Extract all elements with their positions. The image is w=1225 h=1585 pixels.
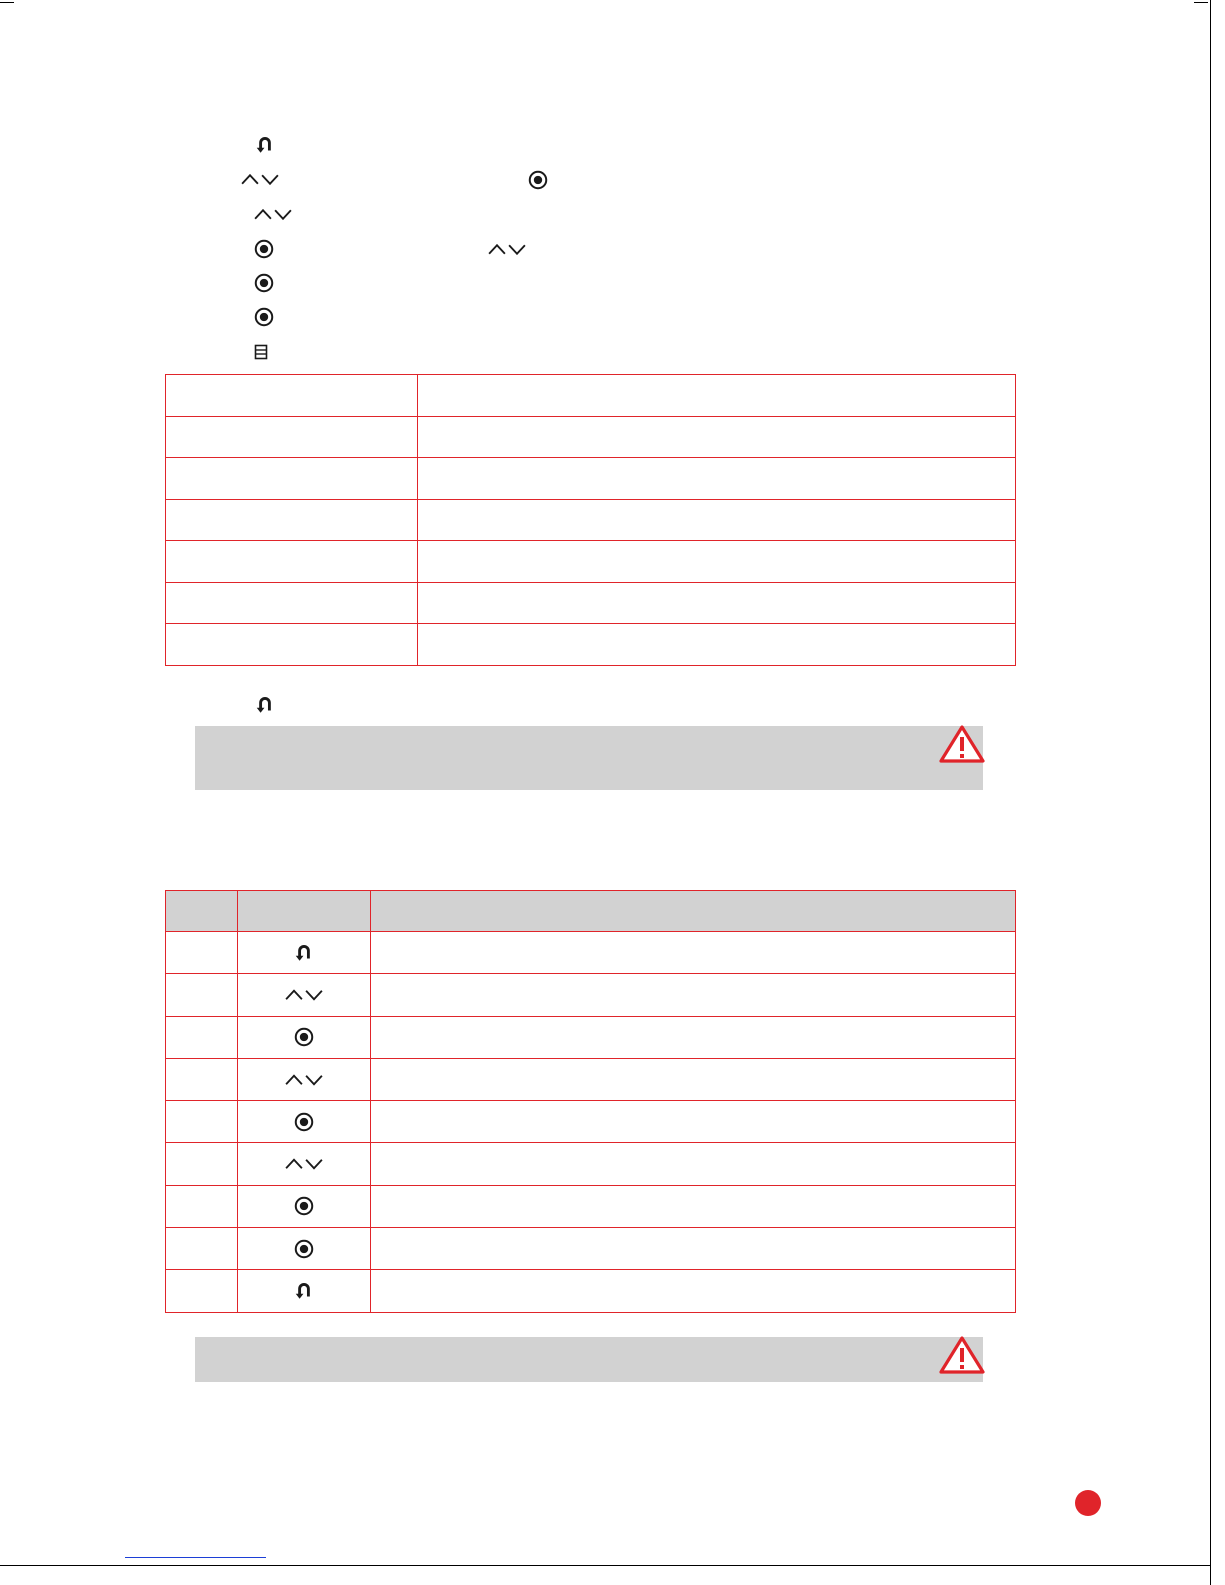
header-description-cell [371,891,1016,932]
description-cell [371,1143,1016,1185]
up-down-icon [284,1071,324,1088]
description-cell [371,932,1016,974]
warning-note [195,1337,983,1382]
step1-back-icon [254,134,276,156]
setting-name-cell [166,499,418,541]
key-cell [238,1143,371,1185]
description-cell [371,1058,1016,1100]
key-cell [238,974,371,1016]
settings-table-row [166,416,1016,458]
procedure-table-row [166,1228,1016,1270]
step7-menu-icon [254,344,268,360]
step-cell [166,1228,238,1270]
crop-mark-top-left [0,2,14,3]
settings-table [165,374,1016,666]
after-table-back-icon [254,694,276,716]
footer-rule [0,1565,1210,1566]
up-down-icon [284,986,324,1003]
settings-table-row [166,499,1016,541]
setting-name-cell [166,541,418,583]
setting-value-cell [418,582,1016,624]
header-step-cell [166,891,238,932]
procedure-table-row [166,974,1016,1016]
step6-ok-icon [253,306,275,328]
step-cell [166,1016,238,1058]
procedure-table [165,890,1016,1313]
description-cell [371,974,1016,1016]
step2-up-down-icon [240,171,280,188]
key-cell [238,1270,371,1312]
description-cell [371,1101,1016,1143]
procedure-table-row [166,932,1016,974]
procedure-table-row [166,1185,1016,1227]
setting-name-cell [166,375,418,417]
header-key-cell [238,891,371,932]
description-cell [371,1270,1016,1312]
back-icon [293,942,315,964]
setting-value-cell [418,541,1016,583]
setting-value-cell [418,375,1016,417]
setting-value-cell [418,624,1016,666]
key-cell [238,1058,371,1100]
key-cell [238,1101,371,1143]
setting-name-cell [166,582,418,624]
warning-note [195,726,983,790]
settings-table-row [166,541,1016,583]
step-cell [166,1058,238,1100]
step5-ok-icon [253,272,275,294]
description-cell [371,1185,1016,1227]
ok-icon [293,1026,315,1048]
step-cell [166,1270,238,1312]
procedure-table-row [166,1101,1016,1143]
key-cell [238,1228,371,1270]
key-cell [238,932,371,974]
step-cell [166,1101,238,1143]
setting-name-cell [166,458,418,500]
crop-mark-right-vertical [1210,0,1211,1585]
setting-value-cell [418,499,1016,541]
settings-table-row [166,624,1016,666]
footer-link-underline[interactable] [125,1557,266,1558]
description-cell [371,1228,1016,1270]
setting-name-cell [166,416,418,458]
key-cell [238,1185,371,1227]
warning-triangle-icon [938,1335,986,1380]
step3-up-down-icon [253,206,293,223]
procedure-table-row [166,1016,1016,1058]
step4-ok-icon [253,238,275,260]
ok-icon [293,1238,315,1260]
procedure-table-row [166,1270,1016,1312]
step-cell [166,1143,238,1185]
key-cell [238,1016,371,1058]
step-cell [166,1185,238,1227]
warning-triangle-icon [938,724,986,769]
settings-table-row [166,375,1016,417]
step-cell [166,974,238,1016]
description-cell [371,1016,1016,1058]
crop-mark-top-right [1194,2,1208,3]
back-icon [293,1280,315,1302]
setting-value-cell [418,416,1016,458]
procedure-table-header [166,891,1016,932]
procedure-table-row [166,1058,1016,1100]
step-cell [166,932,238,974]
ok-icon [293,1195,315,1217]
procedure-table-row [166,1143,1016,1185]
step2-ok-icon [527,169,549,191]
setting-name-cell [166,624,418,666]
step4-up-down-icon [487,241,527,258]
settings-table-row [166,582,1016,624]
setting-value-cell [418,458,1016,500]
settings-table-row [166,458,1016,500]
ok-icon [293,1111,315,1133]
up-down-icon [284,1156,324,1173]
page-number-dot [1075,1490,1101,1516]
